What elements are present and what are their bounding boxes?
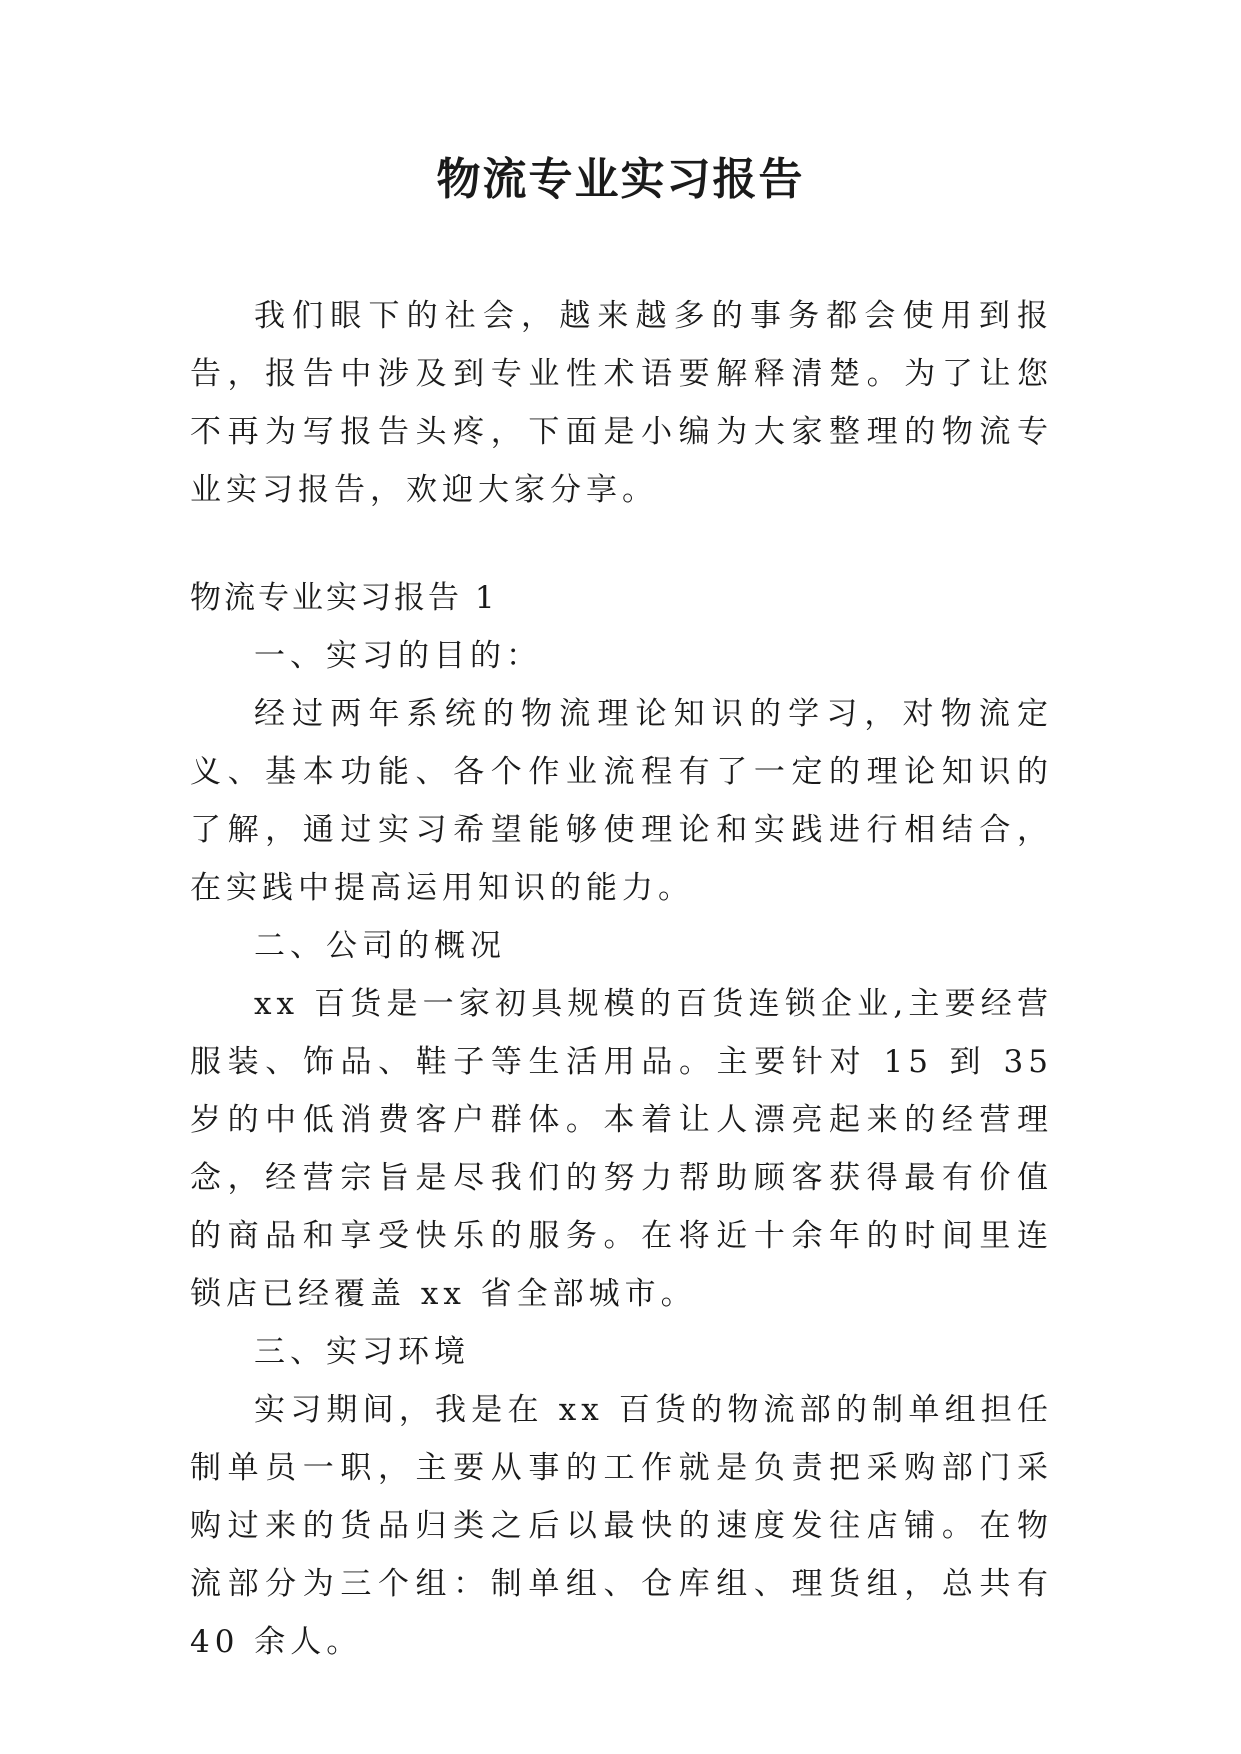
document-title: 物流专业实习报告 [436,154,805,205]
paragraph-overview: xx 百货是一家初具规模的百货连锁企业,主要经营服装、饰品、鞋子等生活用品。主要针对 15 到 35 岁的中低消费客户群体。本着让人漂亮起来的经营理念，经营宗旨是尽我们的努力帮助顾客获得最有价值的商品和享受快乐的服务。在将近十余年的时间里连锁店已经覆盖 xx 省全部城市。 [190,986,1053,1312]
paragraph-environment: 实习期间，我是在 xx 百货的物流部的制单组担任制单员一职，主要从事的工作就是负责把采购部门采购过来的货品归类之后以最快的速度发往店铺。在物流部分为三个组：制单组、仓库组、理货组，总共有 40 余人。 [190,1392,1053,1660]
intro-paragraph: 我们眼下的社会，越来越多的事务都会使用到报告，报告中涉及到专业性术语要解释清楚。为了让您不再为写报告头疼，下面是小编为大家整理的物流专业实习报告，欢迎大家分享。 [190,298,1053,508]
document-body [190,287,1053,1671]
heading-environment: 三、实习环境 [254,1334,470,1370]
heading-overview: 二、公司的概况 [254,928,506,964]
heading-purpose: 一、实习的目的： [254,638,542,674]
paragraph-purpose: 经过两年系统的物流理论知识的学习，对物流定义、基本功能、各个作业流程有了一定的理论知识的了解，通过实习希望能够使理论和实践进行相结合，在实践中提高运用知识的能力。 [190,696,1053,906]
section-title: 物流专业实习报告 1 [190,580,498,616]
